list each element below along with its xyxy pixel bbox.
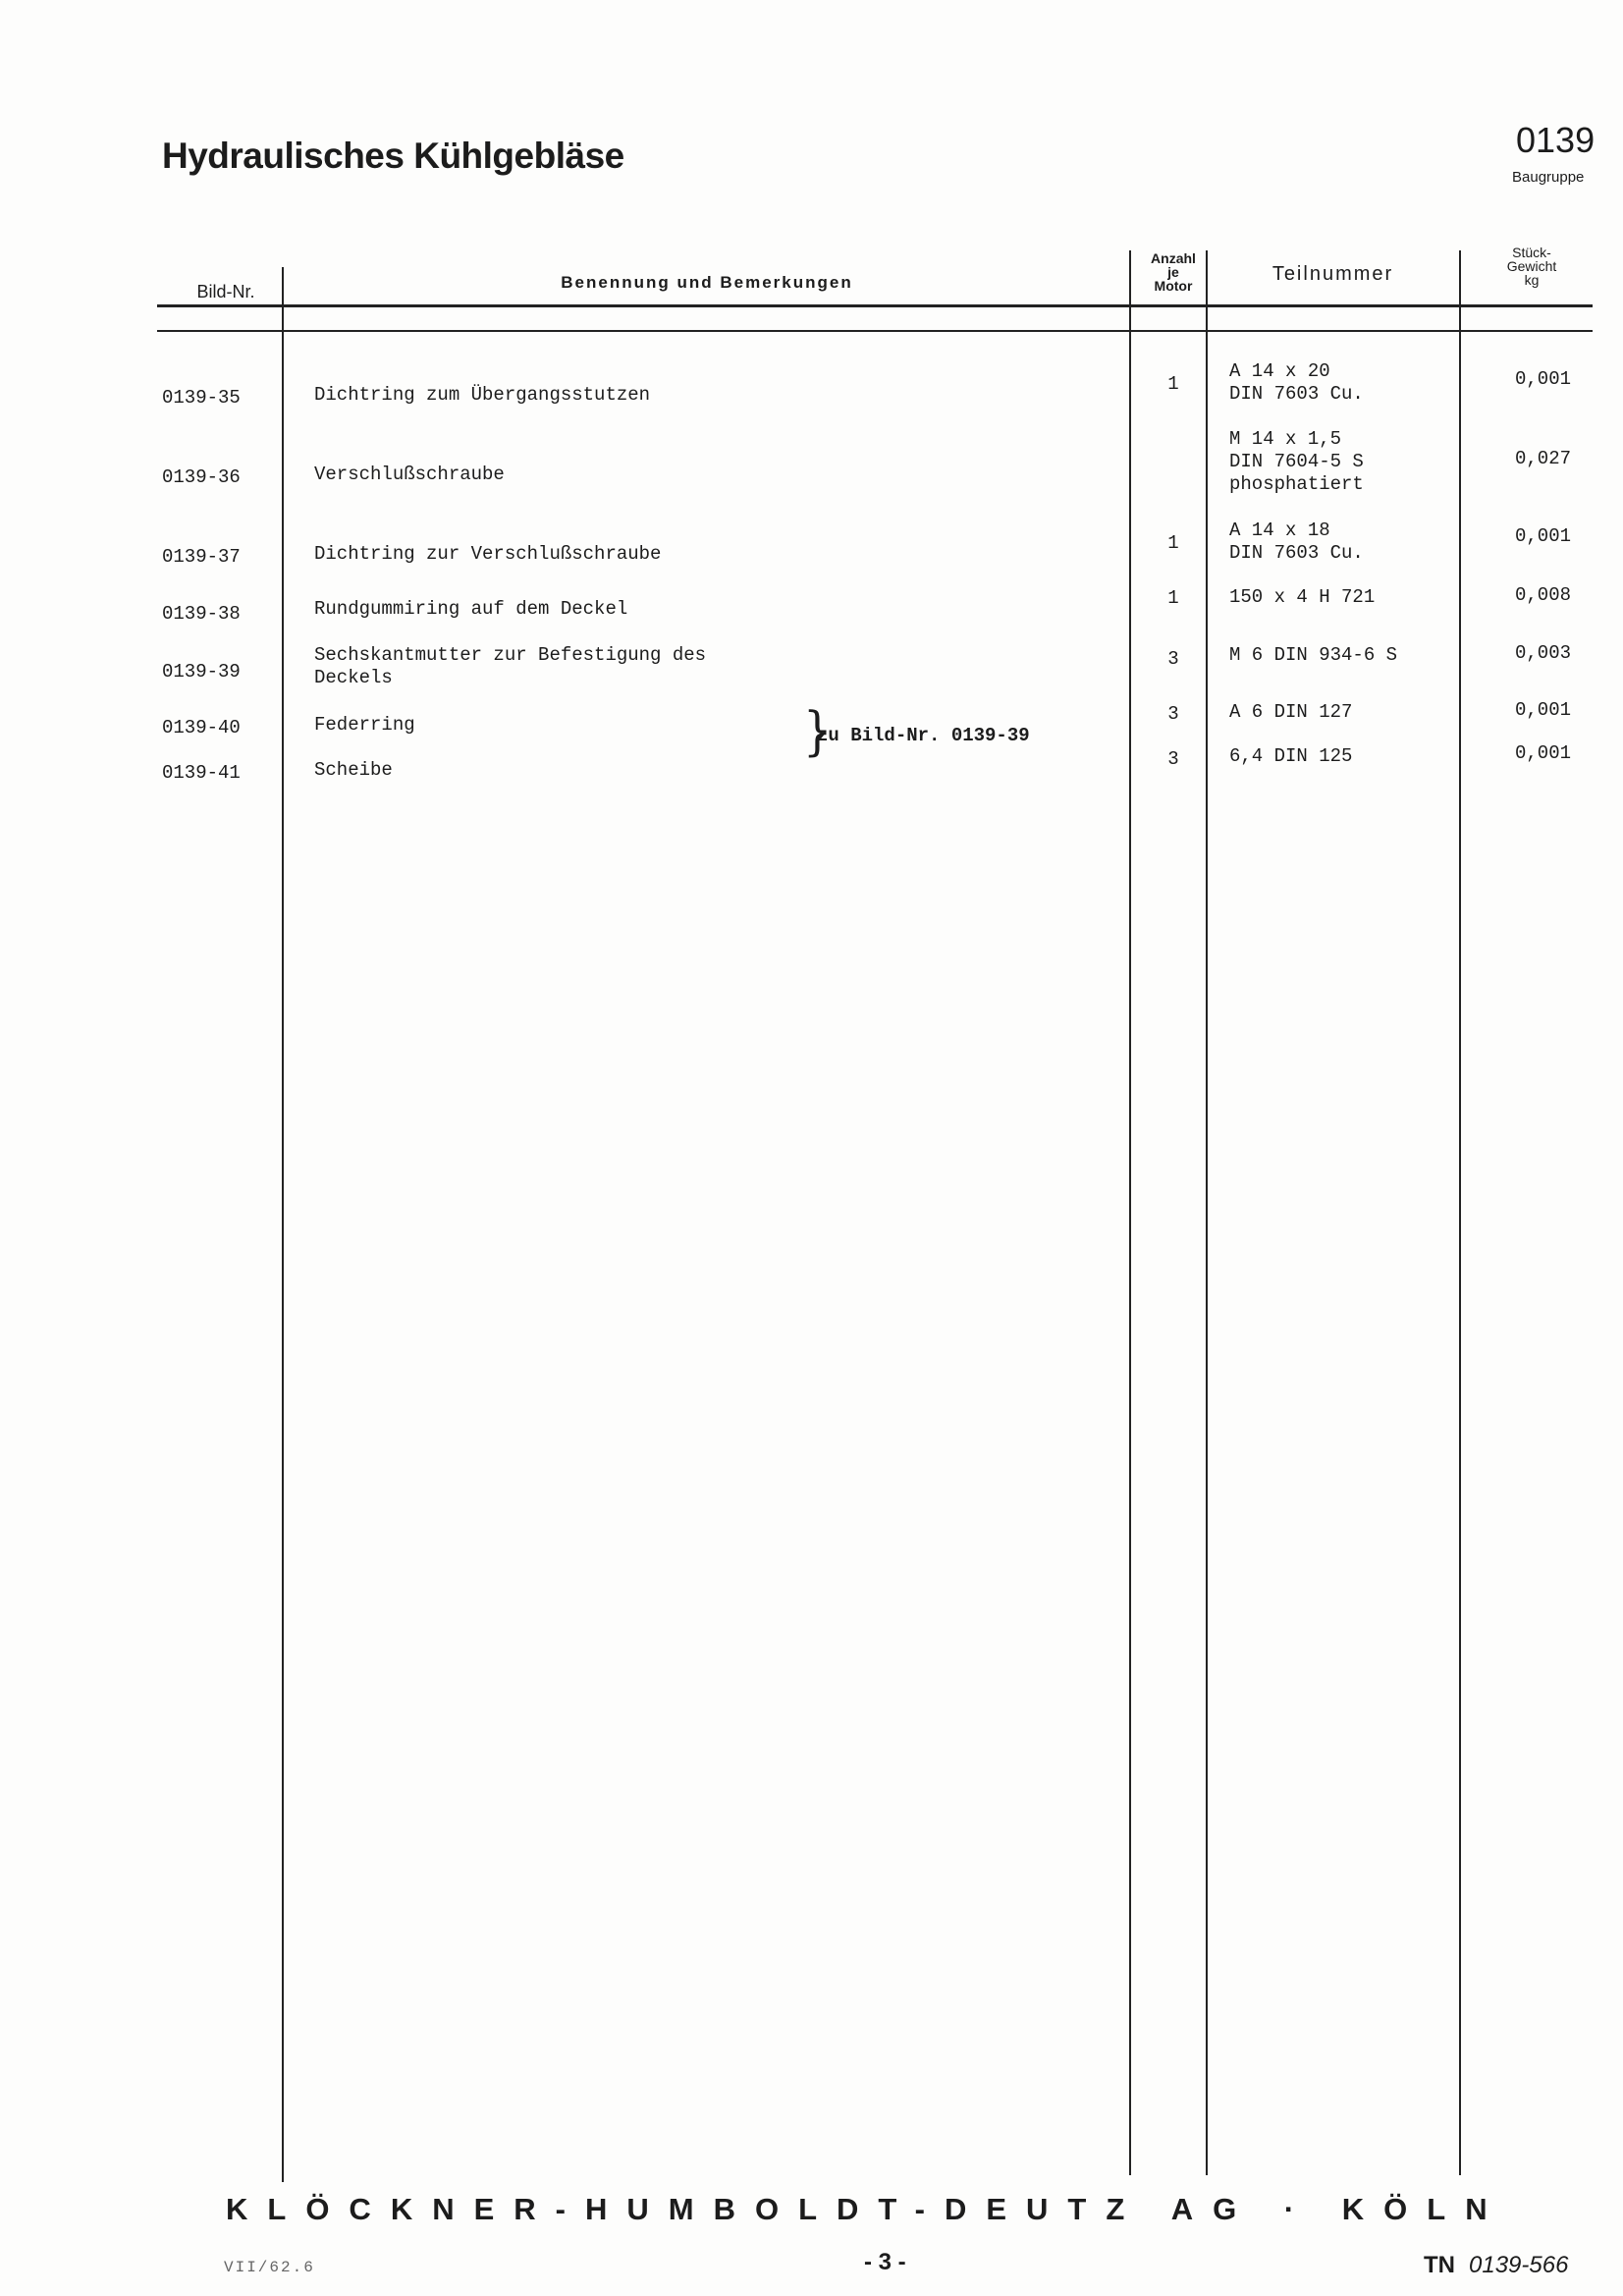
- teilnummer: A 14 x 18 DIN 7603 Cu.: [1229, 519, 1364, 564]
- column-header-gewicht-line3: kg: [1524, 272, 1540, 288]
- teilnummer: A 6 DIN 127: [1229, 701, 1353, 723]
- bild-nr: 0139-41: [162, 762, 241, 784]
- column-header-benennung: Benennung und Bemerkungen: [561, 273, 853, 292]
- page-number: - 3 -: [864, 2249, 906, 2275]
- anzahl: 3: [1167, 648, 1179, 670]
- column-header-bild: Bild-Nr.: [196, 282, 255, 301]
- teilnummer: A 14 x 20 DIN 7603 Cu.: [1229, 360, 1364, 405]
- tn-number: 0139-566: [1469, 2252, 1569, 2278]
- bild-nr: 0139-37: [162, 546, 241, 568]
- anzahl: 1: [1167, 587, 1179, 609]
- teilnummer: 6,4 DIN 125: [1229, 745, 1353, 767]
- bild-nr: 0139-36: [162, 466, 241, 488]
- column-header-anzahl-line1: Anzahl: [1151, 250, 1196, 266]
- anzahl: 1: [1167, 373, 1179, 395]
- benennung: Dichtring zur Verschlußschraube: [314, 543, 662, 565]
- benennung: Scheibe: [314, 759, 393, 781]
- benennung: Federring: [314, 714, 415, 736]
- bild-nr: 0139-40: [162, 717, 241, 738]
- gewicht: 0,001: [1514, 368, 1571, 390]
- column-header-gewicht-line2: Gewicht: [1506, 258, 1557, 274]
- group-note: zu Bild-Nr. 0139-39: [817, 725, 1030, 746]
- grouping-brace: }: [803, 700, 833, 762]
- anzahl: 1: [1167, 532, 1179, 554]
- benennung: Sechskantmutter zur Befestigung des Deckels: [314, 644, 707, 688]
- benennung: Dichtring zum Übergangsstutzen: [314, 384, 651, 406]
- teilnummer: M 6 DIN 934-6 S: [1229, 644, 1398, 666]
- print-code: VII/62.6: [224, 2259, 315, 2276]
- column-divider-teilnummer: [1459, 250, 1461, 2175]
- teilnummer: M 14 x 1,5 DIN 7604-5 S phosphatiert: [1229, 428, 1364, 495]
- header-bottom-rule: [157, 330, 1593, 332]
- column-header-anzahl-line2: je: [1167, 264, 1179, 280]
- bild-nr: 0139-38: [162, 603, 241, 625]
- page-title: Hydraulisches Kühlgebläse: [162, 136, 624, 176]
- tn-label: TN: [1424, 2252, 1455, 2278]
- gewicht: 0,001: [1514, 742, 1571, 764]
- column-header-teilnummer: Teilnummer: [1271, 263, 1394, 285]
- column-header-anzahl: [1129, 251, 1217, 293]
- tn-reference: [1424, 2252, 1568, 2279]
- gewicht: 0,008: [1514, 584, 1571, 606]
- teilnummer: 150 x 4 H 721: [1229, 586, 1376, 608]
- gewicht: 0,001: [1514, 699, 1571, 721]
- benennung: Verschlußschraube: [314, 464, 505, 485]
- anzahl: 3: [1167, 703, 1179, 725]
- column-divider-benennung: [1129, 250, 1131, 2175]
- column-divider-bild: [282, 267, 284, 2182]
- bild-nr: 0139-35: [162, 387, 241, 409]
- column-header-anzahl-line3: Motor: [1154, 278, 1193, 294]
- column-divider-anzahl: [1206, 250, 1208, 2175]
- column-header-gewicht: [1463, 246, 1600, 287]
- anzahl: 3: [1167, 748, 1179, 770]
- gewicht: 0,003: [1514, 642, 1571, 664]
- benennung: Rundgummiring auf dem Deckel: [314, 598, 628, 620]
- footer-company: KLÖCKNER-HUMBOLDT-DEUTZ AG · KÖLN: [226, 2192, 1507, 2226]
- gewicht: 0,001: [1514, 525, 1571, 547]
- bild-nr: 0139-39: [162, 661, 241, 683]
- group-number: 0139: [1516, 120, 1596, 160]
- header-rule: [157, 304, 1593, 307]
- column-header-gewicht-line1: Stück-: [1512, 245, 1551, 260]
- group-label: Baugruppe: [1512, 169, 1585, 186]
- gewicht: 0,027: [1514, 448, 1571, 469]
